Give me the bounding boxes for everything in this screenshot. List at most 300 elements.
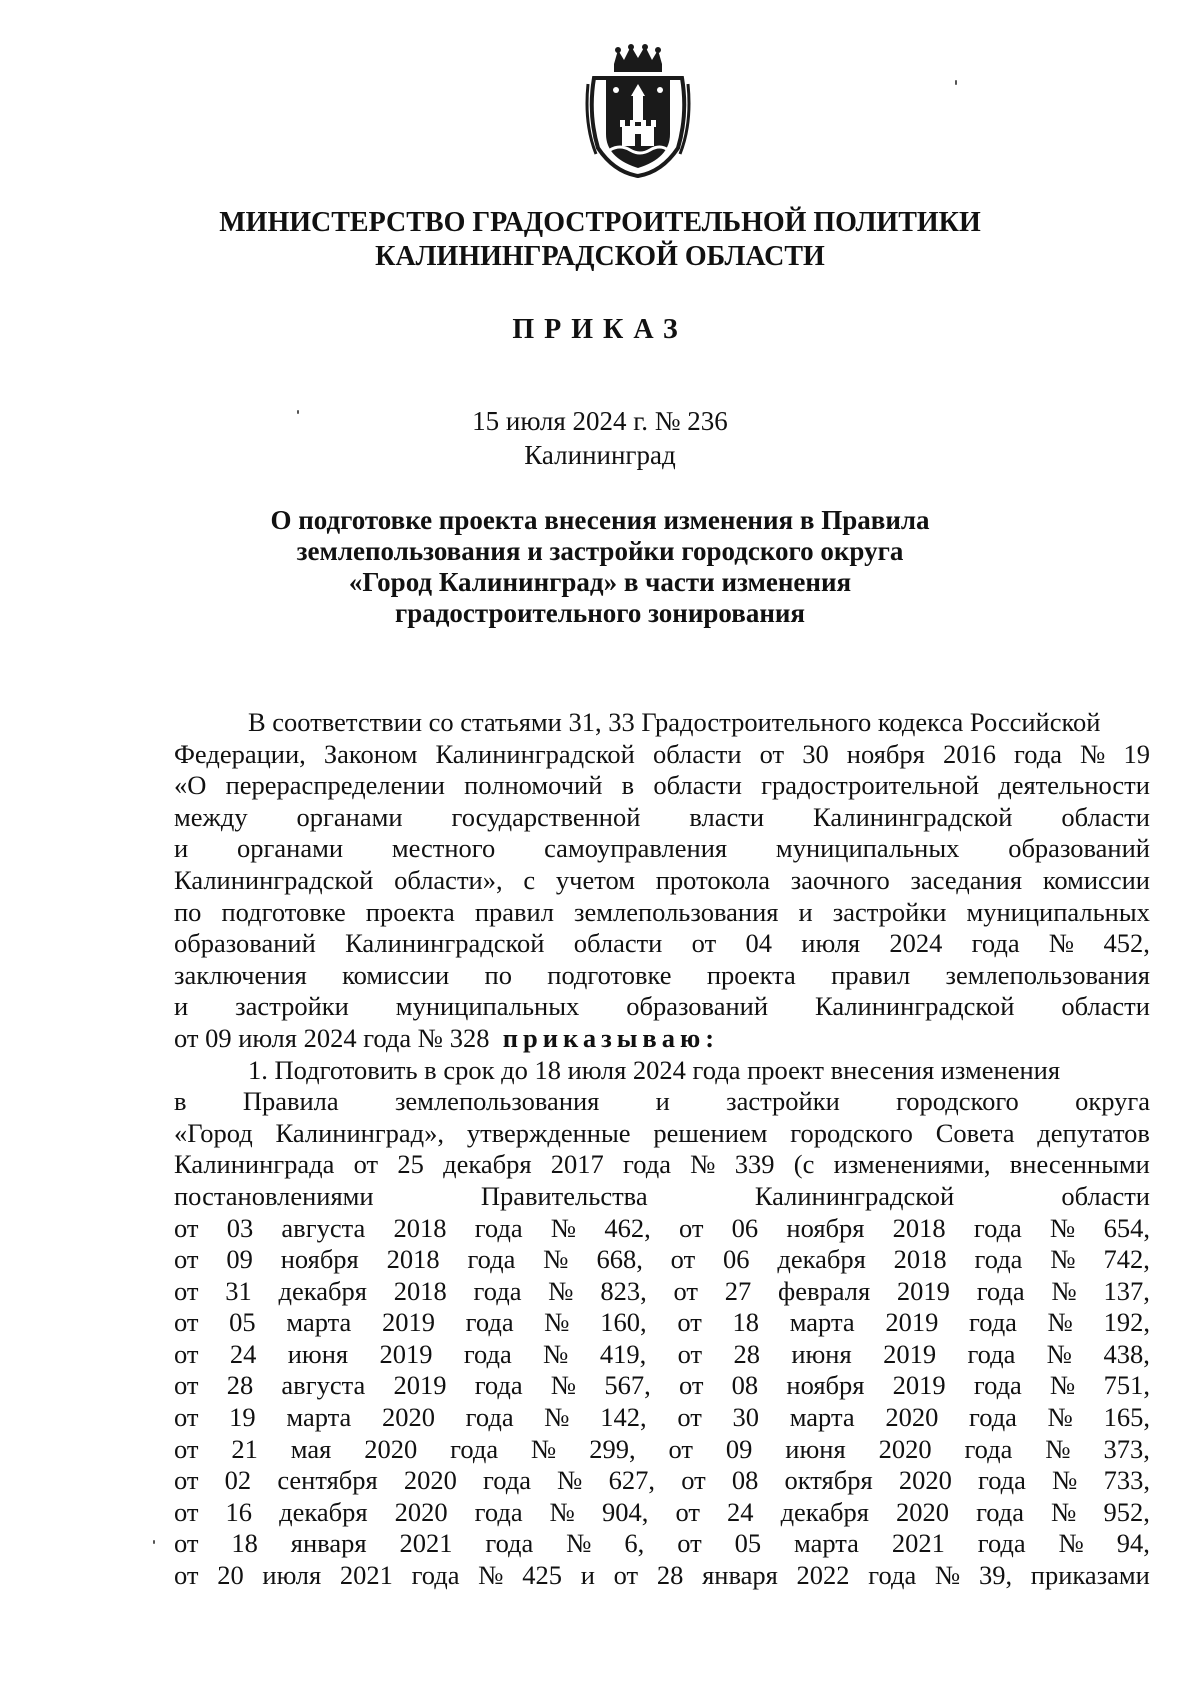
body-word: от [174,1275,199,1306]
coat-of-arms-icon [584,44,692,180]
body-word: с [523,864,536,895]
body-word: от [677,1528,702,1559]
body-word: от [174,1433,199,1464]
body-word: 03 [226,1212,254,1243]
body-word: от [675,1496,700,1527]
body-word: ноября [846,738,925,769]
body-word: № [544,1307,570,1338]
body-word: образований [174,928,316,959]
body-word: года [450,1433,499,1464]
body-word: № [566,1528,592,1559]
body-word: от [174,1496,199,1527]
body-word: органами [237,833,344,864]
body-word: № [531,1433,557,1464]
body-word: года [485,1528,534,1559]
body-word: Калининградской [345,928,545,959]
body-word: 2020 [394,1496,448,1527]
body-word: 27 [724,1275,752,1306]
subject-line-3: «Город Калининград» в части изменения [348,567,852,597]
body-word: 20 [217,1560,244,1591]
body-word: Законом [323,738,418,769]
body-word: 339 [734,1149,775,1180]
body-word: года [868,1560,917,1591]
body-word: года [465,1307,514,1338]
body-word: (с [793,1149,815,1180]
body-word: 425 [522,1560,563,1591]
body-word: 2018 [893,1244,947,1275]
body-word: области [573,928,663,959]
body-word: 2020 [896,1496,950,1527]
body-word: № [1046,1338,1073,1369]
body-word: 2019 [896,1275,950,1306]
body-word: № [543,1244,569,1275]
body-word: Правила [242,1086,339,1117]
body-word: 06 [723,1244,750,1275]
body-word: по [484,959,512,990]
body-word: от [677,1338,703,1369]
order-city: Калининград [524,440,676,470]
body-word: года [969,1402,1017,1433]
body-word: года [463,1338,512,1369]
body-word: и [655,1086,670,1117]
body-word: 452, [1103,928,1150,959]
body-word: года [977,1528,1026,1559]
body-word: 30 [802,738,829,769]
body-word: 2024 [889,928,943,959]
body-word: августа [281,1370,366,1401]
body-word: января [702,1560,778,1591]
body-word: муниципальных [966,896,1150,927]
body-line [174,960,1150,992]
body-word: № [1058,1528,1084,1559]
body-word: от [681,1465,706,1496]
body-word: 24 [229,1338,257,1369]
body-word: 09 [725,1433,753,1464]
body-word: 438, [1103,1338,1150,1369]
body-word: 373, [1103,1433,1150,1464]
body-word: от [678,1212,704,1243]
body-line [174,833,1150,865]
body-word: протокола [655,864,770,895]
body-word: 28 [226,1370,254,1401]
body-word: от [174,1370,199,1401]
body-word: от [174,1402,199,1433]
body-word: Калининградской [435,738,635,769]
body-word: учетом [555,864,635,895]
body-word: области [1061,991,1150,1022]
body-word: года [974,1244,1023,1275]
body-word: 2020 [878,1433,932,1464]
body-word: 16 [225,1496,253,1527]
body-word: от [670,1244,696,1275]
body-word: от [353,1149,379,1180]
body-word: № [690,1149,716,1180]
body-word: 567, [604,1370,651,1401]
body-word: власти [689,801,765,832]
body-word: местного [391,833,496,864]
body-word: 2018 [386,1244,440,1275]
body-line [174,991,1150,1023]
body-word: 04 [745,928,772,959]
body-word: 94, [1116,1528,1150,1559]
body-word: года [465,1402,514,1433]
body-word: № [550,1212,577,1243]
body-word: декабря [279,1496,368,1527]
body-word: землепользования [945,959,1150,990]
body-word: № [557,1465,583,1496]
body-word: 02 [224,1465,252,1496]
body-word: сентября [277,1465,378,1496]
body-word: № [1051,1275,1077,1306]
body-word: и [174,833,189,864]
body-word: 08 [731,1370,759,1401]
body-line [174,739,1150,771]
body-word: области», [394,864,503,895]
ministry-line-2: КАЛИНИНГРАДСКОЙ ОБЛАСТИ [375,241,825,272]
body-word: и [798,896,813,927]
body-word: комиссии [1042,864,1150,895]
body-line [174,1086,1150,1118]
body-word: от [174,1338,199,1369]
body-word: 137, [1103,1275,1150,1306]
body-word: 2021 [891,1528,945,1559]
body-word: 18 [231,1528,258,1559]
body-word: 2018 [892,1212,946,1243]
body-word: области [1061,1180,1150,1211]
body-word: ноября [280,1244,359,1275]
body-line [174,1307,1150,1339]
body-word: Калининградской [174,864,374,895]
body-word: 24 [727,1496,754,1527]
body-word: 19 [229,1402,256,1433]
body-word: внесенными [1009,1149,1150,1180]
body-word: 2018 [393,1275,447,1306]
body-word: года [964,1433,1013,1464]
body-word: приказами [1030,1560,1150,1591]
body-line [174,770,1150,802]
body-word: 2019 [885,1307,939,1338]
body-word: застройки [235,991,349,1022]
body-word: 2020 [885,1402,939,1433]
body-word: года [483,1465,531,1496]
body-word: полномочий [464,770,603,801]
body-word: 823, [600,1275,647,1306]
body-word: года [967,1338,1016,1369]
body-word: от [174,1244,199,1275]
subject-line-4: градостроительного зонирования [394,598,806,628]
body-word: 160, [600,1307,647,1338]
body-word: 299, [589,1433,636,1464]
body-word: 751, [1103,1370,1150,1401]
body-word: февраля [778,1275,871,1306]
body-word: и [174,991,189,1022]
body-word: Федерации, [174,738,306,769]
body-word: № [1048,928,1075,959]
body-word: года [474,1212,523,1243]
body-word: Совета [935,1117,1015,1148]
body-word: от [677,1307,702,1338]
body-word: Правительства [480,1180,648,1211]
subject-line-1: О подготовке проекта внесения изменения в Правила [270,505,930,535]
body-word: утвержденные [466,1117,631,1148]
body-word: в [174,1086,187,1117]
body-word: области [652,738,742,769]
body-word: 30 [732,1402,760,1433]
body-word: 165, [1103,1402,1150,1433]
body-word: от [174,1528,199,1559]
body-word: 6, [624,1528,645,1559]
body-word: 05 [229,1307,256,1338]
body-line [174,1528,1150,1560]
body-word: июля [262,1560,322,1591]
scan-speck [153,1540,155,1544]
body-word: № [478,1560,504,1591]
body-word: года [969,1307,1017,1338]
body-word: 742, [1103,1244,1150,1275]
body-line [174,802,1150,834]
body-word: органами [296,801,403,832]
body-line [174,1181,1150,1213]
body-word: 2016 [942,738,996,769]
body-line [174,1560,1150,1592]
body-word: 2022 [796,1560,850,1591]
body-word: 19 [1123,738,1150,769]
body-word: застройки [832,896,947,927]
body-line [174,865,1150,897]
body-word: года [971,928,1020,959]
body-line [174,897,1150,929]
body-word: 2021 [339,1560,393,1591]
body-line [174,928,1150,960]
body-line [174,1370,1150,1402]
body-word: № [1080,738,1106,769]
body-word: мая [290,1433,332,1464]
body-word: Калининградской [754,1180,955,1211]
body-word: муниципальных [395,991,580,1022]
body-word: комиссии [342,959,450,990]
body-word: № [550,1370,577,1401]
body-word: января [290,1528,367,1559]
body-word: года [977,1465,1026,1496]
body-word: августа [281,1212,366,1243]
body-word: от [668,1433,693,1464]
body-word: деятельности [998,770,1150,801]
body-word: Калининград», [275,1117,445,1148]
body-word: 627, [608,1465,656,1496]
body-line [174,1402,1150,1434]
body-word: Калининградской [815,991,1015,1022]
scan-speck [955,80,957,85]
body-line: В соответствии со статьями 31, 33 Градостроительного кодекса Российской [248,707,1101,737]
body-word: 25 [397,1149,424,1180]
body-word: образований [626,991,769,1022]
scan-speck [297,410,299,414]
body-line [174,1497,1150,1529]
body-word: «Город [174,1117,253,1148]
body-word: № [1047,1307,1073,1338]
body-word: заключения [174,959,307,990]
body-word: 733, [1103,1465,1150,1496]
body-word: 2018 [393,1212,447,1243]
body-word: подготовке [221,896,346,927]
body-word: 2019 [892,1370,946,1401]
body-word: 39, [978,1560,1013,1591]
body-word: года [411,1560,460,1591]
body-word: года [976,1496,1025,1527]
body-word: 31 [225,1275,252,1306]
body-word: июня [791,1338,852,1369]
body-word: Калининграда [174,1149,335,1180]
body-word: июня [785,1433,846,1464]
body-word: марта [789,1307,855,1338]
order-date-number: 15 июля 2024 г. № 236 [472,406,728,436]
body-word: подготовке [547,959,672,990]
body-line-order-word [174,1023,1150,1055]
body-word: декабря [780,1496,869,1527]
body-word: 06 [731,1212,759,1243]
body-word: 08 [731,1465,759,1496]
body-word: заседания [910,864,1023,895]
body-word: изменениями, [833,1149,991,1180]
body-word: 654, [1103,1212,1150,1243]
body-word: декабря [777,1244,866,1275]
body-word: от [174,1560,199,1591]
body-word: года [976,1275,1025,1306]
body-word: 2019 [883,1338,937,1369]
body-word: № [543,1338,569,1369]
body-word: самоуправления [544,833,728,864]
body-word: градостроительной [761,770,980,801]
body-word: июня [287,1338,349,1369]
body-word: года [474,1370,523,1401]
body-word: года [473,1275,522,1306]
body-word: муниципальных [775,833,960,864]
body-word: Калининградской [813,801,1013,832]
body-word: июля [801,928,861,959]
body-line [174,1213,1150,1245]
body-word: области [1061,801,1150,832]
body-word: октября [784,1465,873,1496]
body-word: 2020 [381,1402,435,1433]
body-word: постановлениями [174,1180,374,1211]
body-word: 952, [1103,1496,1150,1527]
body-word: 21 [231,1433,258,1464]
body-word: 09 [226,1244,253,1275]
ministry-line-1: МИНИСТЕРСТВО ГРАДОСТРОИТЕЛЬНОЙ ПОЛИТИКИ [219,207,981,238]
body-word: 2020 [364,1433,418,1464]
body-word: 2020 [898,1465,952,1496]
body-word: от [677,1402,702,1433]
body-word: 18 [732,1307,760,1338]
body-word: 192, [1103,1307,1150,1338]
ministry-name [150,206,1050,274]
body-word: 2021 [399,1528,453,1559]
body-line [174,1149,1150,1181]
body-word: образований [1008,833,1150,864]
body-word: правил [474,896,554,927]
body-word: № [1050,1212,1076,1243]
body-word: перераспределении [225,770,445,801]
body-word: № [1047,1402,1073,1433]
body-word: государственной [451,801,641,832]
body-word: марта [286,1402,352,1433]
body-word: 419, [599,1338,647,1369]
body-word: года [467,1244,516,1275]
body-word: от [678,1370,704,1401]
body-word: 05 [734,1528,762,1559]
body-line: 1. Подготовить в срок до 18 июля 2024 года проект внесения изменения [248,1054,1061,1085]
body-word: марта [789,1402,855,1433]
body-word: правил [831,959,911,990]
body-word: 2017 [550,1149,604,1180]
body-word: 2019 [381,1307,435,1338]
body-line [174,1118,1150,1150]
body-word: 2019 [379,1338,433,1369]
body-word: № [548,1275,574,1306]
body-word: марта [794,1528,859,1559]
order-word: приказываю: [502,1022,720,1053]
body-word: 2019 [393,1370,447,1401]
body-word: № [1050,1244,1076,1275]
body-line [174,1339,1150,1371]
body-word: от [174,1465,199,1496]
body-word: от [613,1560,639,1591]
body-line [174,1465,1150,1497]
body-word: декабря [278,1275,367,1306]
body-word: марта [286,1307,352,1338]
body-word: от [759,738,785,769]
body-word: городского [790,1117,913,1148]
order-subject [250,505,950,629]
body-word: от [691,928,717,959]
body-line [174,1434,1150,1466]
body-word: года [1014,738,1062,769]
body-word: 28 [733,1338,760,1369]
subject-line-2: землепользования и застройки городского округа [296,536,904,566]
order-title: ПРИКАЗ [512,314,688,345]
body-word: области [653,770,742,801]
body-word: года [973,1212,1022,1243]
body-word: года [973,1370,1022,1401]
body-word: от [174,1307,199,1338]
body-word: года [474,1496,523,1527]
body-word: от [174,1212,199,1243]
body-word: от [673,1275,698,1306]
body-word: заочного [790,864,890,895]
body-word: решением [653,1117,768,1148]
body-word: проекта [706,959,796,990]
order-body [174,707,1150,1592]
body-word: округа [1075,1086,1150,1117]
body-word: землепользования [574,896,779,927]
body-word: № [549,1496,575,1527]
body-word: «О [174,770,207,801]
body-word: № [1045,1433,1071,1464]
body-word: года [623,1149,671,1180]
body-word: 142, [600,1402,647,1433]
body-word: декабря [443,1149,532,1180]
body-line [174,1244,1150,1276]
body-word: застройки [726,1086,840,1117]
body-word: № [1050,1370,1076,1401]
body-word: 2020 [403,1465,457,1496]
body-word: и [580,1560,595,1591]
body-word: 668, [596,1244,643,1275]
body-word: городского [896,1086,1019,1117]
body-word: землепользования [394,1086,600,1117]
body-word: 28 [656,1560,684,1591]
body-word: 462, [604,1212,651,1243]
